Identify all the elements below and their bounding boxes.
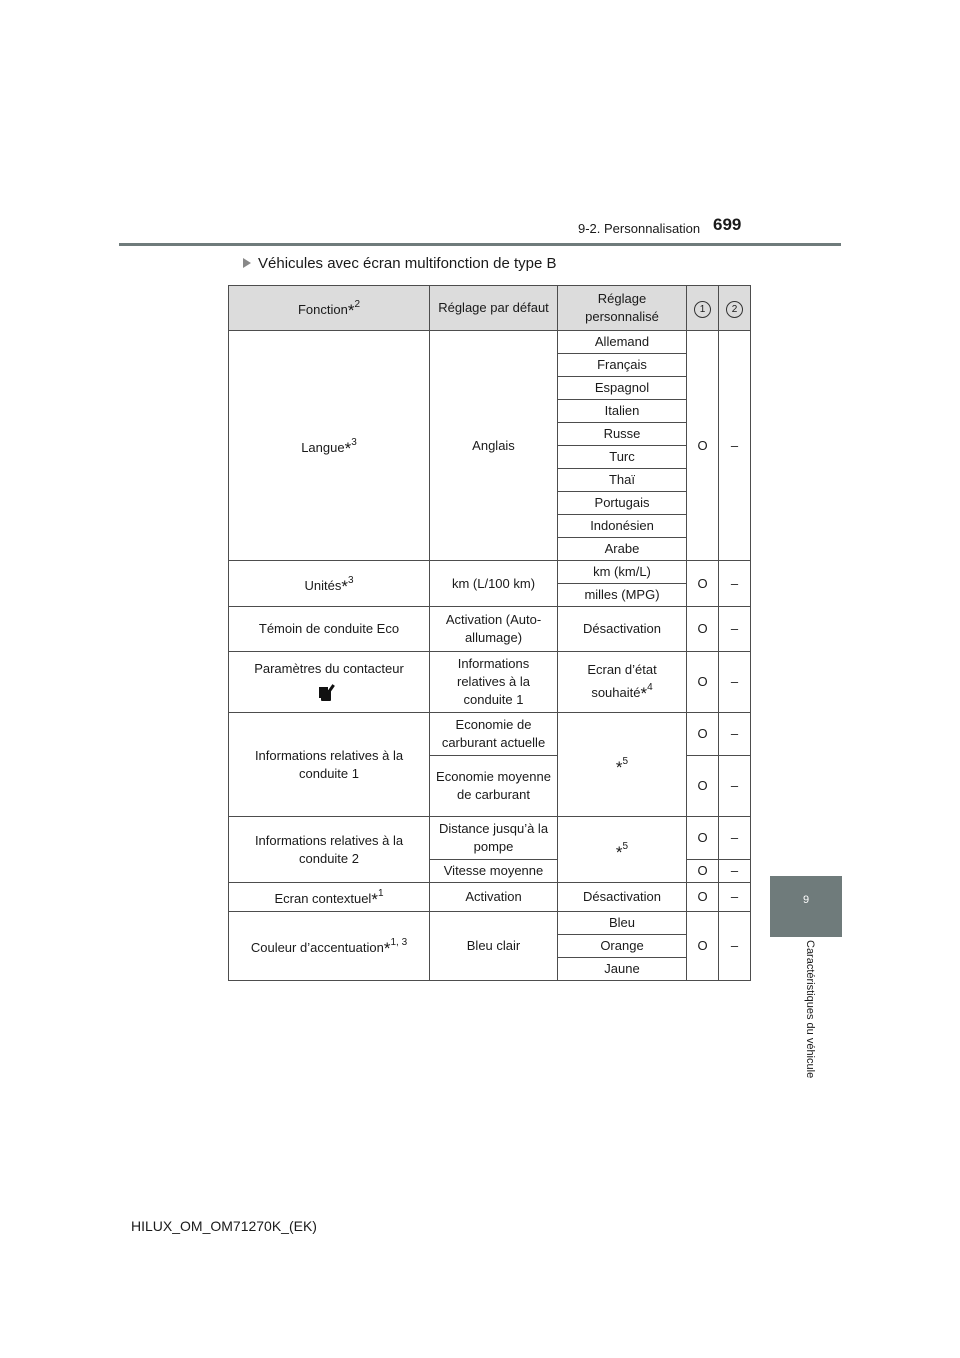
custom-info1: *$^5$: [558, 713, 687, 817]
default-unites: km (L/100 km): [430, 561, 558, 607]
table-row: [229, 817, 751, 860]
settings-table: [228, 285, 751, 981]
table-row: [229, 561, 751, 584]
table-row: [229, 331, 751, 354]
option-cell: Thaï: [558, 469, 687, 492]
chapter-tab: 9: [770, 876, 842, 937]
col2-eco: –: [719, 607, 751, 652]
header-default: Réglage par défaut: [430, 286, 558, 331]
function-langue: Langue*$^3$: [229, 331, 430, 561]
section-title: 9-2. Personnalisation: [578, 221, 701, 236]
subtitle-text: Véhicules avec écran multifonction de type B: [258, 255, 557, 272]
option-cell: Bleu: [558, 912, 687, 935]
chapter-label: Caractéristiques du véhicule: [804, 940, 816, 1079]
function-info2: Informations relatives à la conduite 2: [229, 817, 430, 883]
custom-info2: *$^5$: [558, 817, 687, 883]
default-langue: Anglais: [430, 331, 558, 561]
option-cell: Russe: [558, 423, 687, 446]
switch-settings-icon: [319, 682, 339, 702]
col2-contacteur: –: [719, 652, 751, 713]
col2-unites: –: [719, 561, 751, 607]
function-contextuel: Ecran contextuel*$^1$: [229, 883, 430, 912]
function-couleur: Couleur d’accentuation*$^{1, 3}$: [229, 912, 430, 981]
header-function: Fonction*$^2$: [229, 286, 430, 331]
col1-unites: O: [687, 561, 719, 607]
circled-2-icon: 2: [726, 301, 743, 318]
col2-contextuel: –: [719, 883, 751, 912]
header-custom: Réglage personnalisé: [558, 286, 687, 331]
col1-contacteur: O: [687, 652, 719, 713]
page-number: 699: [713, 215, 742, 234]
option-cell: Turc: [558, 446, 687, 469]
default-eco: Activation (Auto-allumage): [430, 607, 558, 652]
col1-eco: O: [687, 607, 719, 652]
option-cell: Jaune: [558, 958, 687, 981]
triangle-bullet-icon: [243, 258, 251, 268]
table-header-row: [229, 286, 751, 331]
option-cell: Allemand: [558, 331, 687, 354]
default-info1-b: Economie moyenne de carburant: [430, 756, 558, 817]
option-cell: Arabe: [558, 538, 687, 561]
col2-info1-b: –: [719, 756, 751, 817]
col1-info2-b: O: [687, 860, 719, 883]
option-cell: Portugais: [558, 492, 687, 515]
col1-couleur: O: [687, 912, 719, 981]
function-eco: Témoin de conduite Eco: [229, 607, 430, 652]
table-row: [229, 607, 751, 652]
option-cell: Espagnol: [558, 377, 687, 400]
custom-contacteur: Ecran d’état souhaité*$^4$: [558, 652, 687, 713]
col2-couleur: –: [719, 912, 751, 981]
col1-info1-b: O: [687, 756, 719, 817]
col1-info2-a: O: [687, 817, 719, 860]
default-couleur: Bleu clair: [430, 912, 558, 981]
col2-info1-a: –: [719, 713, 751, 756]
col1-contextuel: O: [687, 883, 719, 912]
default-info2-a: Distance jusqu’à la pompe: [430, 817, 558, 860]
function-info1: Informations relatives à la conduite 1: [229, 713, 430, 817]
circled-1-icon: 1: [694, 301, 711, 318]
col2-info2-a: –: [719, 817, 751, 860]
col2-langue: –: [719, 331, 751, 561]
footer-code: HILUX_OM_OM71270K_(EK): [131, 1218, 317, 1234]
col1-info1-a: O: [687, 713, 719, 756]
col1-langue: O: [687, 331, 719, 561]
header-col2: [719, 286, 751, 331]
option-cell: Italien: [558, 400, 687, 423]
header-col1: [687, 286, 719, 331]
option-cell: Indonésien: [558, 515, 687, 538]
col2-info2-b: –: [719, 860, 751, 883]
table-row: [229, 652, 751, 713]
default-contextuel: Activation: [430, 883, 558, 912]
default-info1-a: Economie de carburant actuelle: [430, 713, 558, 756]
table-row: [229, 713, 751, 756]
table-row: [229, 883, 751, 912]
custom-contextuel: Désactivation: [558, 883, 687, 912]
header-rule: [119, 243, 841, 246]
default-info2-b: Vitesse moyenne: [430, 860, 558, 883]
option-cell: Orange: [558, 935, 687, 958]
custom-eco: Désactivation: [558, 607, 687, 652]
default-contacteur: Informations relatives à la conduite 1: [430, 652, 558, 713]
table-subtitle: [243, 255, 557, 272]
option-cell: milles (MPG): [558, 584, 687, 607]
function-contacteur: Paramètres du contacteur: [229, 652, 430, 713]
table-row: [229, 912, 751, 935]
option-cell: km (km/L): [558, 561, 687, 584]
option-cell: Français: [558, 354, 687, 377]
function-unites: Unités*$^3$: [229, 561, 430, 607]
